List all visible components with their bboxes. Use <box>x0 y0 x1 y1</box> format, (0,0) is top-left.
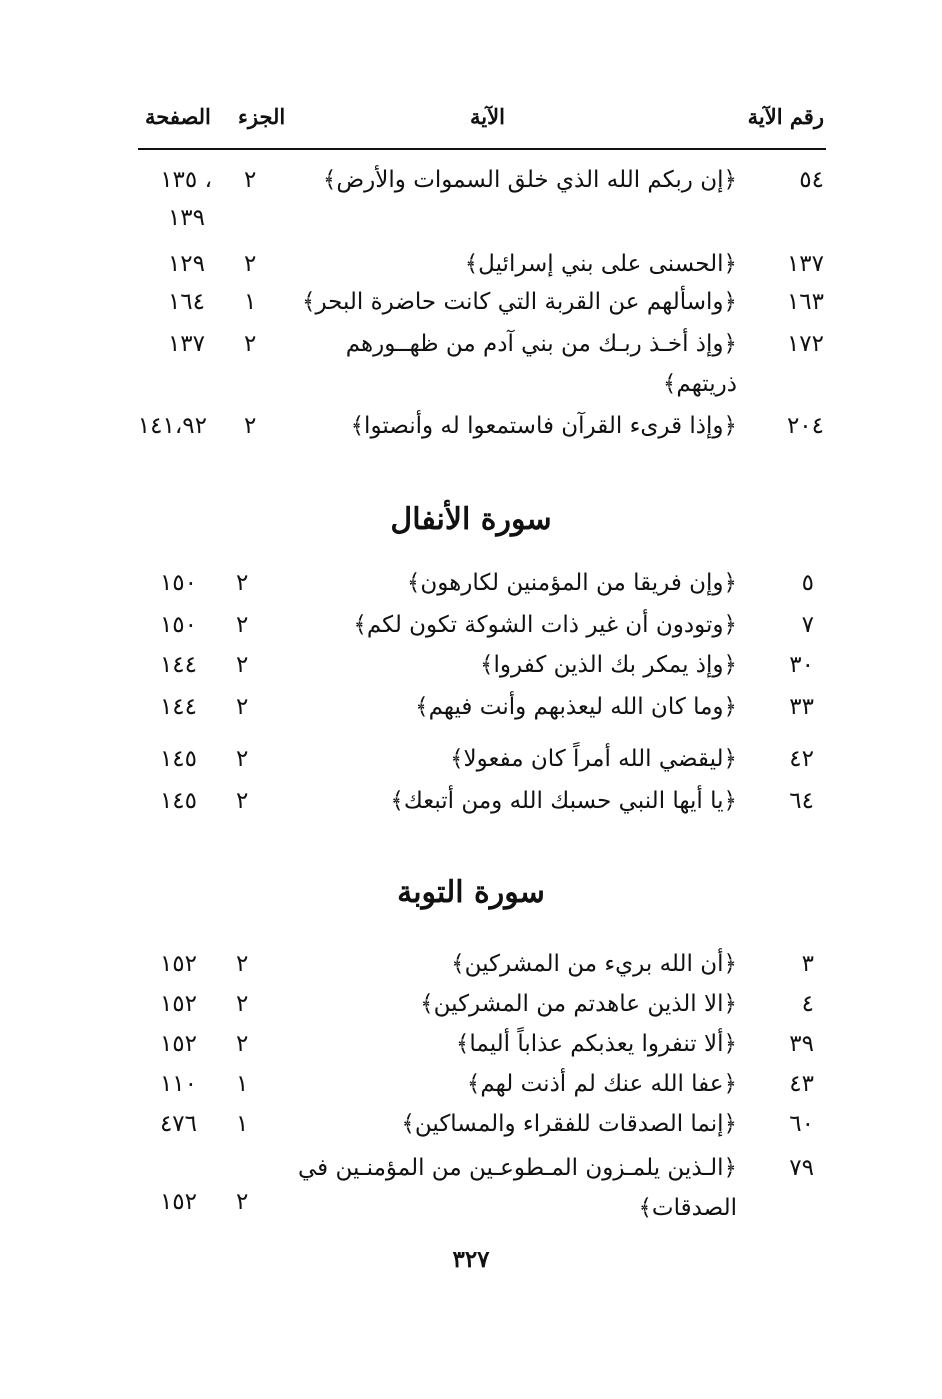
part-number: ٢ <box>236 1031 249 1057</box>
page-reference: ١٤٥ <box>159 746 197 772</box>
part-number: ١ <box>244 289 257 315</box>
surah-heading: سورة الأنفال <box>390 502 552 537</box>
page-reference: ١٣٥ ، <box>160 167 212 193</box>
part-number: ٢ <box>244 251 257 277</box>
page-reference: ١٢٩ <box>167 251 205 277</box>
part-number: ٢ <box>236 951 249 977</box>
verse-text: ﴿وإن فريقا من المؤمنين لكارهون﴾ <box>406 570 737 596</box>
verse-text: ﴿عفا الله عنك لم أذنت لهم﴾ <box>466 1071 737 1097</box>
verse-number: ٣٠ <box>789 652 814 678</box>
page-reference: ١٤٤ <box>159 652 197 678</box>
verse-number: ١٧٢ <box>786 331 824 357</box>
page-reference: ١١٠ <box>159 1071 197 1097</box>
page-reference: ١٥٢ <box>159 991 197 1017</box>
verse-number: ٥٤ <box>799 167 824 193</box>
verse-number: ٧ <box>801 612 814 638</box>
verse-number: ١٣٧ <box>786 251 824 277</box>
verse-text: ﴿وما كان الله ليعذبهم وأنت فيهم﴾ <box>415 694 737 720</box>
verse-number: ٧٩ <box>789 1155 814 1181</box>
part-number: ٢ <box>236 746 249 772</box>
header-page: الصفحة <box>145 104 211 129</box>
part-number: ١ <box>236 1071 249 1097</box>
verse-text: ﴿الا الذين عاهدتم من المشركين﴾ <box>420 991 737 1017</box>
verse-number: ٥ <box>801 570 814 596</box>
part-number: ١ <box>236 1111 249 1137</box>
verse-number: ٤٣ <box>789 1071 814 1097</box>
page-reference: ١٤١،٩٢ <box>137 413 207 439</box>
verse-number: ٢٠٤ <box>786 413 824 439</box>
verse-text: ﴿الحسنى على بني إسرائيل﴾ <box>464 251 737 277</box>
verse-text: ﴿ألا تنفروا يعذبكم عذاباً أليما﴾ <box>455 1031 737 1057</box>
page-reference-continued: ١٣٩ <box>167 205 205 231</box>
page-reference: ١٥٠ <box>159 570 197 596</box>
verse-text: ﴿وتودون أن غير ذات الشوكة تكون لكم﴾ <box>353 612 737 638</box>
verse-number: ٣٣ <box>789 694 814 720</box>
verse-text: ﴿ليقضي الله أمراً كان مفعولا﴾ <box>450 746 737 772</box>
verse-text-continued: الصدقات﴾ <box>638 1195 737 1221</box>
part-number: ٢ <box>244 167 257 193</box>
verse-text: ﴿وإذ يمكر بك الذين كفروا﴾ <box>480 652 737 678</box>
part-number: ٢ <box>244 331 257 357</box>
page-reference: ١٥٢ <box>159 1031 197 1057</box>
verse-number: ٣٩ <box>789 1031 814 1057</box>
page-reference: ١٥٢ <box>159 1189 197 1215</box>
surah-heading: سورة التوبة <box>397 875 545 910</box>
verse-text: ﴿أن الله بريء من المشركين﴾ <box>451 951 737 977</box>
part-number: ٢ <box>236 1189 249 1215</box>
page-reference: ١٤٥ <box>159 788 197 814</box>
part-number: ٢ <box>236 788 249 814</box>
header-verse-number: رقم الآية <box>747 104 824 129</box>
page-reference: ١٥٠ <box>159 612 197 638</box>
verse-text: ﴿الـذين يلمـزون المـطوعـين من المؤمنـين في <box>298 1155 737 1181</box>
verse-text: ﴿وإذ أخـذ ربـك من بني آدم من ظهــورهم <box>345 331 737 357</box>
verse-text: ﴿إن ربكم الله الذي خلق السموات والأرض﴾ <box>322 167 737 193</box>
page-reference: ١٦٤ <box>167 289 205 315</box>
verse-number: ١٦٣ <box>786 289 824 315</box>
verse-text: ﴿وإذا قرىء القرآن فاستمعوا له وأنصتوا﴾ <box>350 413 737 439</box>
page-number: ٣٢٧ <box>452 1246 490 1273</box>
part-number: ٢ <box>236 694 249 720</box>
header-part: الجزء <box>238 104 286 129</box>
verse-number: ٤٢ <box>789 746 814 772</box>
verse-number: ٦٠ <box>789 1111 814 1137</box>
header-rule <box>138 148 826 150</box>
verse-number: ٦٤ <box>789 788 814 814</box>
part-number: ٢ <box>236 991 249 1017</box>
part-number: ٢ <box>236 652 249 678</box>
verse-text: ﴿إنما الصدقات للفقراء والمساكين﴾ <box>401 1111 737 1137</box>
part-number: ٢ <box>244 413 257 439</box>
verse-number: ٤ <box>801 991 814 1017</box>
header-verse: الآية <box>470 104 505 129</box>
part-number: ٢ <box>236 612 249 638</box>
page-reference: ٤٧٦ <box>159 1111 197 1137</box>
verse-text: ﴿يا أيها النبي حسبك الله ومن أتبعك﴾ <box>390 788 737 814</box>
page-reference: ١٤٤ <box>159 694 197 720</box>
verse-number: ٣ <box>801 951 814 977</box>
page-reference: ١٣٧ <box>167 331 205 357</box>
page-reference: ١٥٢ <box>159 951 197 977</box>
verse-text: ﴿واسألهم عن القربة التي كانت حاضرة البحر﴾ <box>301 289 737 315</box>
verse-text-continued: ذريتهم﴾ <box>662 371 737 397</box>
part-number: ٢ <box>236 570 249 596</box>
